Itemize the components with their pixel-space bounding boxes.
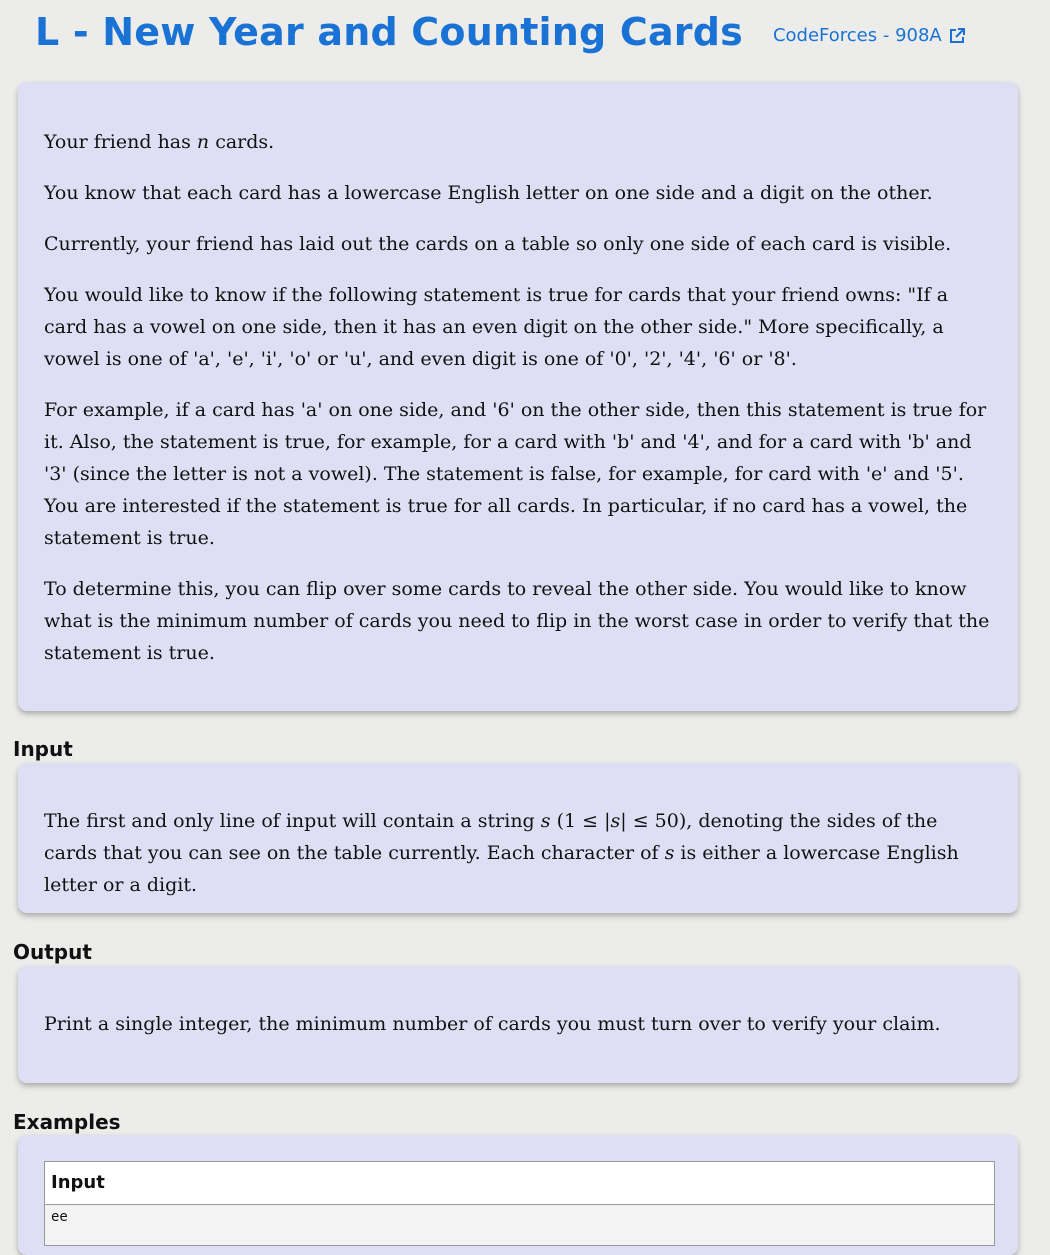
statement-paragraph: To determine this, you can flip over some cards to reveal the other side. You would like to know what is the minimum number of cards you need to flip in the worst case in order to verify that the statement is true. <box>44 578 990 664</box>
examples-heading: Examples <box>13 1110 121 1134</box>
output-card <box>18 966 1018 1083</box>
example-input-header: Input <box>45 1162 994 1205</box>
example-input-value[interactable]: ee <box>45 1205 994 1245</box>
input-text: The first and only line of input will contain a string s (1 ≤ |s| ≤ 50), denoting the sides of the cards that you can see on the table currently. Each character of s is either a lowercase English letter or a digit. <box>44 810 959 896</box>
example-table <box>44 1161 995 1246</box>
source-link[interactable] <box>773 25 966 46</box>
source-link-label: CodeForces - 908A <box>772 25 942 46</box>
input-heading: Input <box>13 737 73 761</box>
examples-card <box>18 1135 1018 1255</box>
statement-paragraph: For example, if a card has 'a' on one side, and '6' on the other side, then this statement is true for it. Also, the statement is true, for example, for a card with 'b' and '4', and for a card with 'b' and '3' (since the letter is not a vowel). The statement is false, for example, for card with 'e' and '5'. You are interested if the statement is true for all cards. In particular, if no card has a vowel, the statement is true. <box>44 399 987 549</box>
statement-paragraph: Currently, your friend has laid out the cards on a table so only one side of each card is visible. <box>44 233 952 255</box>
output-text: Print a single integer, the minimum number of cards you must turn over to verify your claim. <box>44 1013 941 1035</box>
problem-title: L - New Year and Counting Cards <box>35 10 743 54</box>
page-header <box>35 10 966 54</box>
statement-paragraph: You would like to know if the following statement is true for cards that your friend owns: "If a card has a vowel on one side, then it has an even digit on the other side." More specifically, a vowel is one of 'a', 'e', 'i', 'o' or 'u', and even digit is one of '0', '2', '4', '6' or '8'. <box>44 284 949 370</box>
statement-paragraph: Your friend has n cards. <box>44 131 275 153</box>
statement-body <box>44 126 992 669</box>
statement-paragraph: You know that each card has a lowercase English letter on one side and a digit on the other. <box>44 182 933 204</box>
input-card <box>18 763 1018 913</box>
external-link-icon <box>948 27 966 45</box>
output-heading: Output <box>13 940 92 964</box>
statement-card <box>18 82 1018 711</box>
